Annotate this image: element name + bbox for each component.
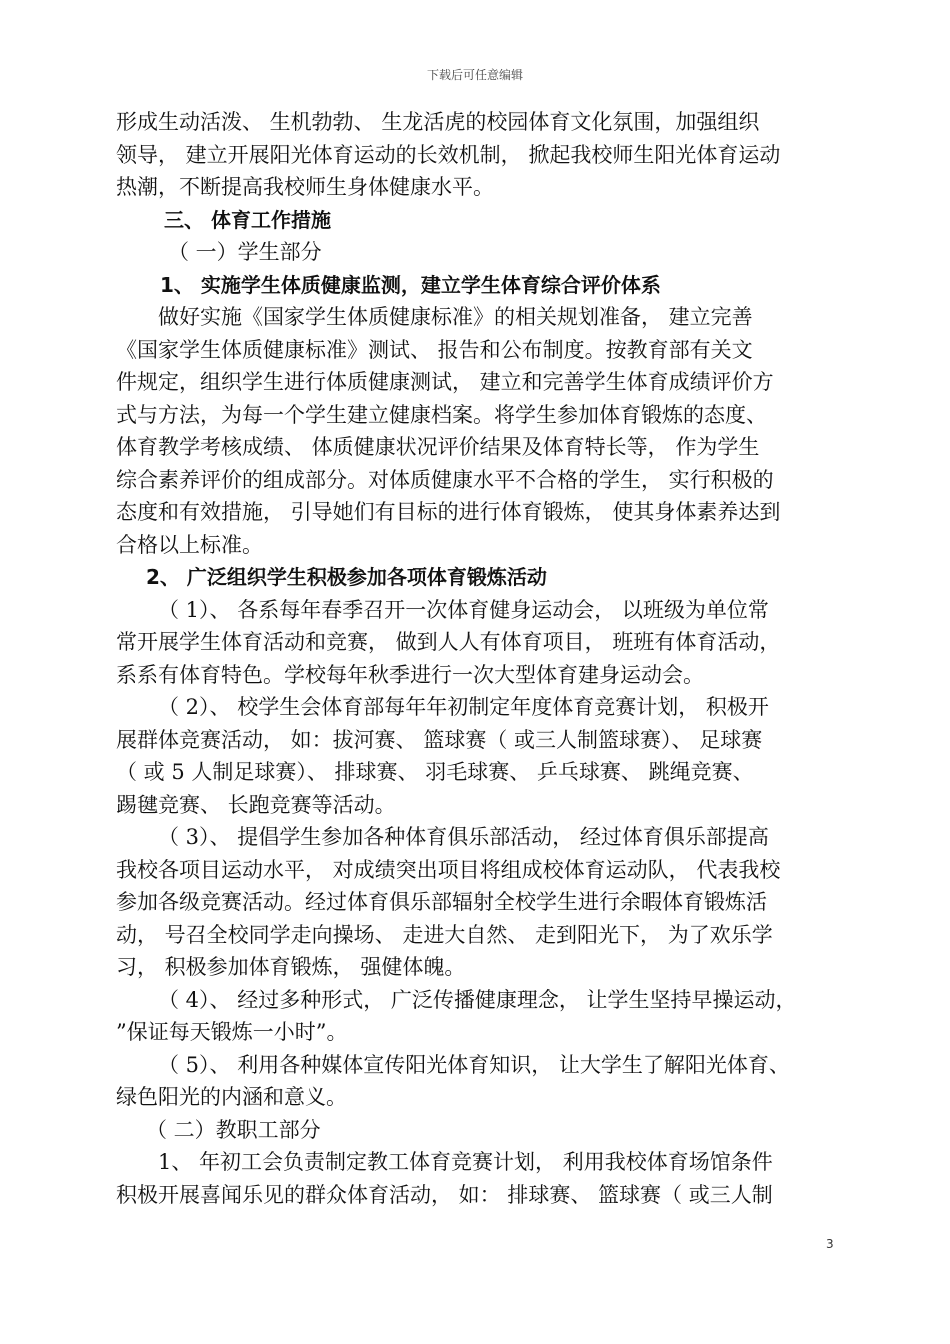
text-line: 动， 号召全校同学走向操场、 走进大自然、 走到阳光下， 为了欢乐学 <box>116 922 773 947</box>
text-line: 《国家学生体质健康标准》测试、 报告和公布制度。按教育部有关文 <box>116 337 753 362</box>
text-line: 形成生动活泼、 生机勃勃、 生龙活虎的校园体育文化氛围，加强组织 <box>116 110 760 134</box>
text-line: 参加各级竞赛活动。经过体育俱乐部辐射全校学生进行余暇体育锻炼活 <box>116 890 767 914</box>
document-body <box>116 106 846 1211</box>
text-line: 式与方法，为每一个学生建立健康档案。将学生参加体育锻炼的态度、 <box>116 402 767 427</box>
text-line: （ 二）教职工部分 <box>146 1117 321 1142</box>
text-line: 我校各项目运动水平， 对成绩突出项目将组成校体育运动队， 代表我校 <box>116 857 781 882</box>
text-line: 综合素养评价的组成部分。对体质健康水平不合格的学生， 实行积极的 <box>116 467 774 492</box>
text-line: （ 或 5 人制足球赛）、 排球赛、 羽毛球赛、 乒乓球赛、 跳绳竞赛、 <box>116 760 754 784</box>
text-line: （ 3）、 提倡学生参加各种体育俱乐部活动， 经过体育俱乐部提高 <box>158 825 769 849</box>
text-line: 体育教学考核成绩、 体质健康状况评价结果及体育特长等， 作为学生 <box>116 435 760 459</box>
text-line: 做好实施《国家学生体质健康标准》的相关规划准备， 建立完善 <box>158 305 753 329</box>
text-line: 态度和有效措施， 引导她们有目标的进行体育锻炼， 使其身体素养达到 <box>116 500 781 524</box>
text-line: 展群体竞赛活动， 如：拔河赛、 篮球赛（ 或三人制篮球赛）、 足球赛 <box>116 727 763 752</box>
text-line: 热潮，不断提高我校师生身体健康水平。 <box>116 175 494 199</box>
text-line: 件规定，组织学生进行体质健康测试， 建立和完善学生体育成绩评价方 <box>116 370 774 394</box>
text-line: ”保证每天锻炼一小时”。 <box>116 1020 348 1044</box>
text-line: 合格以上标准。 <box>116 532 263 557</box>
text-line: 绿色阳光的内涵和意义。 <box>116 1085 347 1109</box>
text-line: （ 2）、 校学生会体育部每年年初制定年度体育竞赛计划， 积极开 <box>158 695 769 719</box>
page-number: 3 <box>826 1237 834 1251</box>
text-line: 领导， 建立开展阳光体育运动的长效机制， 掀起我校师生阳光体育运动 <box>116 142 781 167</box>
text-line: 踢毽竞赛、 长跑竞赛等活动。 <box>116 792 396 817</box>
text-line: 2、 广泛组织学生积极参加各项体育锻炼活动 <box>146 565 547 589</box>
text-line: 常开展学生体育活动和竞赛， 做到人人有体育项目， 班班有体育活动， <box>116 630 781 654</box>
text-line: 1、 年初工会负责制定教工体育竞赛计划， 利用我校体育场馆条件 <box>158 1150 773 1174</box>
text-line: 习， 积极参加体育锻炼， 强健体魄。 <box>116 955 466 979</box>
text-line: （ 一）学生部分 <box>168 240 322 264</box>
page-header: 下载后可任意编辑 <box>426 68 523 82</box>
text-line: （ 5）、 利用各种媒体宣传阳光体育知识， 让大学生了解阳光体育、 <box>158 1052 790 1077</box>
text-line: （ 4）、 经过多种形式， 广泛传播健康理念， 让学生坚持早操运动， <box>158 987 797 1012</box>
text-line: 积极开展喜闻乐见的群众体育活动， 如： 排球赛、 篮球赛（ 或三人制 <box>116 1182 773 1207</box>
text-line: 三、 体育工作措施 <box>164 207 331 232</box>
text-line: 1、 实施学生体质健康监测，建立学生体育综合评价体系 <box>160 272 661 297</box>
text-line: 系系有体育特色。学校每年秋季进行一次大型体育建身运动会。 <box>116 662 704 687</box>
text-line: （ 1）、 各系每年春季召开一次体育健身运动会， 以班级为单位常 <box>158 597 769 622</box>
